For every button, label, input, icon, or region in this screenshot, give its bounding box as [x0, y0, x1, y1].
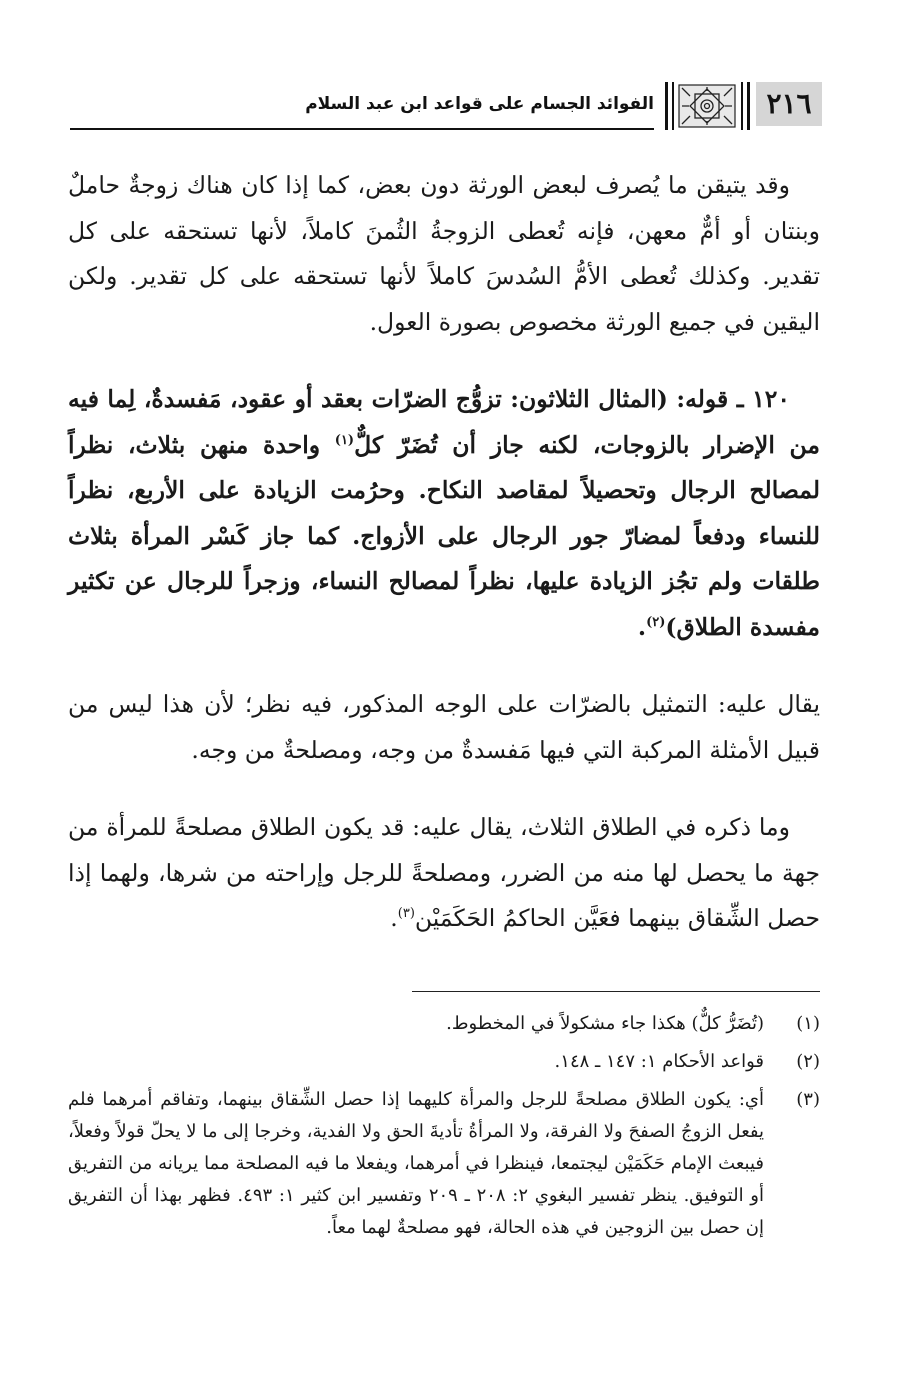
footnote-ref: (٣) [397, 906, 415, 922]
paragraph-text: . [390, 904, 398, 932]
paragraph-text: واحدة منهن بثلاث، نظراً لمصالح الرجال وتحصيلاً لمقاصد النكاح. وحرُمت الزيادة على الأربع، نظراً للنساء ودفعاً لمضارّ جور الرجال على الأزواج. كما جاز كَسْر المرأة بثلاث طلقات ولم تجُز الزيادة عليها، نظراً لمصالح النساء، وزجراً للرجال عن تكثير مفسدة الطلاق) [68, 430, 820, 641]
footnote-number: (٢) [796, 1051, 820, 1072]
footnote [68, 1046, 820, 1078]
header-divider [672, 82, 674, 130]
running-header [70, 82, 822, 132]
footnote [68, 1008, 820, 1040]
paragraph [68, 163, 820, 345]
footnotes [68, 1008, 820, 1250]
header-divider [741, 82, 743, 130]
header-divider [747, 82, 750, 130]
paragraph-text: . [637, 612, 647, 641]
main-text [68, 163, 820, 942]
paragraph-text: وما ذكره في الطلاق الثلاث، يقال عليه: قد يكون الطلاق مصلحةً للمرأة من جهة ما يحصل لها منه من الضرر، ومصلحةً للرجل وإراحته من شرها، ولهما إذا حصل الشِّقاق بينهما فعَيَّن الحاكمُ الحَكَمَيْن [68, 813, 820, 932]
footnote-ref: (١) [334, 432, 355, 448]
ornament-icon [678, 84, 736, 128]
book-title: الفوائد الجسام على قواعد ابن عبد السلام [305, 94, 654, 114]
footnote [68, 1084, 820, 1244]
header-rule [70, 128, 654, 130]
paragraph-text: يقال عليه: التمثيل بالضرّات على الوجه المذكور، فيه نظر؛ لأن هذا ليس من قبيل الأمثلة المركبة التي فيها مَفسدةٌ من وجه، ومصلحةٌ من وجه. [68, 690, 820, 764]
footnote-ref: (٢) [646, 614, 666, 630]
paragraph-quote [68, 377, 820, 650]
footnote-number: (١) [796, 1013, 820, 1034]
footnote-text: قواعد الأحكام ١: ١٤٧ ـ ١٤٨. [554, 1051, 764, 1072]
footnote-separator [412, 991, 820, 992]
paragraph-text: ١٢٠ ـ قوله: (المثال الثلاثون: تزوُّج الضرّات بعقد أو عقود، مَفسدةٌ، لِما فيه من الإضرار بالزوجات، لكنه جاز أن تُضَرّ كلٌّ [68, 385, 820, 459]
footnote-text: (تُضَرُّ كلٌّ) هكذا جاء مشكولاً في المخطوط. [446, 1013, 764, 1034]
paragraph [68, 682, 820, 773]
header-divider [665, 82, 668, 130]
footnote-number: (٣) [796, 1089, 820, 1110]
paragraph [68, 805, 820, 942]
paragraph-text: وقد يتيقن ما يُصرف لبعض الورثة دون بعض، كما إذا كان هناك زوجةٌ حاملٌ وبنتان أو أمٌّ معهن، فإنه تُعطى الزوجةُ الثُمنَ كاملاً، لأنها تستحقه على كل تقدير. وكذلك تُعطى الأمُّ السُدسَ كاملاً لأنها تستحقه على كل تقدير. ولكن اليقين في جميع الورثة مخصوص بصورة العول. [68, 171, 820, 336]
page-number: ٢١٦ [756, 82, 822, 126]
footnote-text: أي: يكون الطلاق مصلحةً للرجل والمرأة كليهما إذا حصل الشِّقاق بينهما، وتفاقم أمرهما فلم يفعل الزوجُ الصفحَ ولا الفرقة، ولا المرأةُ تأديةَ الحق ولا الفدية، وخرجا إلى ما لا يحلّ قولاً وفعلاً، فيبعث الإمام حَكَمَيْن ليجتمعا، فينظرا في أمرهما، ويفعلا ما فيه المصلحة مما يريانه من التفريق أو التوفيق. ينظر تفسير البغوي ٢: ٢٠٨ ـ ٢٠٩ وتفسير ابن كثير ١: ٤٩٣. فظهر بهذا أن التفريق إن حصل بين الزوجين في هذه الحالة، فهو مصلحةٌ لهما معاً. [68, 1089, 764, 1238]
